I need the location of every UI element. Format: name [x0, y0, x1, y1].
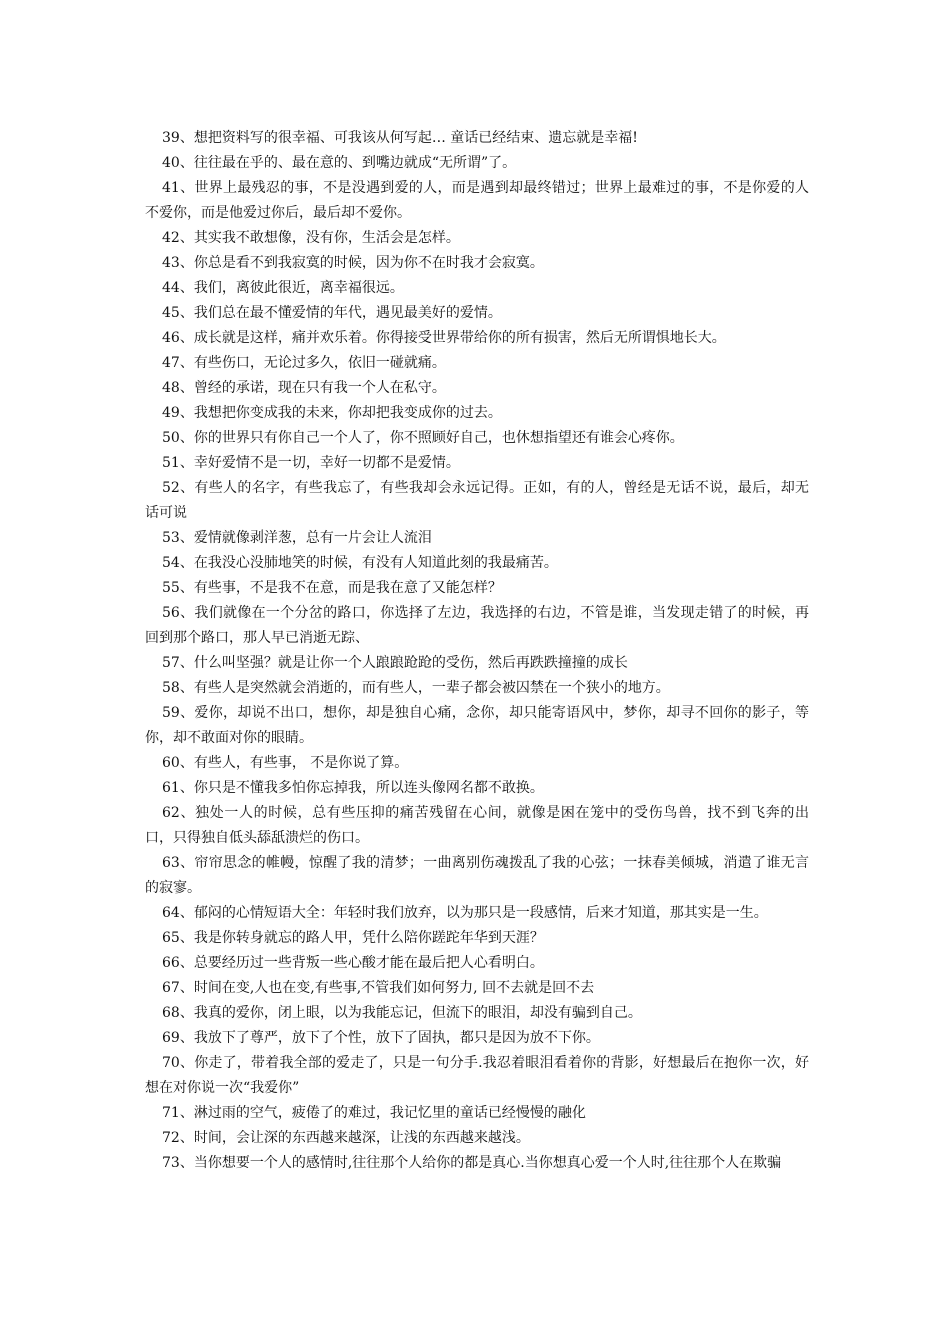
- paragraph-54: 54、在我没心没肺地笑的时候，有没有人知道此刻的我最痛苦。: [162, 555, 558, 571]
- paragraph-48: 48、曾经的承诺，现在只有我一个人在私守。: [162, 380, 446, 396]
- paragraph-71: 71、淋过雨的空气，疲倦了的难过，我记忆里的童话已经慢慢的融化: [162, 1105, 586, 1121]
- paragraph-46: 46、成长就是这样，痛并欢乐着。你得接受世界带给你的所有损害，然后无所谓惧地长大。: [162, 330, 726, 346]
- paragraph-52: 52、有些人的名字，有些我忘了，有些我却会永远记得。正如，有的人，曾经是无话不说，最后，却无话可说: [145, 480, 809, 521]
- paragraph-51: 51、幸好爱情不是一切，幸好一切都不是爱情。: [162, 455, 460, 471]
- paragraph-41: 41、世界上最残忍的事，不是没遇到爱的人，而是遇到却最终错过；世界上最难过的事，不是你爱的人不爱你，而是他爱过你后，最后却不爱你。: [145, 180, 809, 221]
- paragraph-43: 43、你总是看不到我寂寞的时候，因为你不在时我才会寂寞。: [162, 255, 544, 271]
- paragraph-45: 45、我们总在最不懂爱情的年代，遇见最美好的爱情。: [162, 305, 502, 321]
- paragraph-53: 53、爱情就像剥洋葱，总有一片会让人流泪: [162, 530, 432, 546]
- paragraph-55: 55、有些事，不是我不在意，而是我在意了又能怎样？: [162, 580, 502, 596]
- paragraph-63: 63、帘帘思念的帷幔，惊醒了我的清梦；一曲离别伤魂拨乱了我的心弦；一抹春美倾城，消遣了谁无言的寂寥。: [145, 855, 809, 896]
- paragraph-60: 60、有些人，有些事， 不是你说了算。: [162, 755, 409, 771]
- document-body: [145, 126, 809, 1176]
- paragraph-59: 59、爱你，却说不出口，想你，却是独自心痛，念你，却只能寄语风中，梦你，却寻不回你的影子，等你，却不敢面对你的眼睛。: [145, 705, 809, 746]
- paragraph-64: 64、郁闷的心情短语大全：年轻时我们放弃，以为那只是一段感情，后来才知道，那其实是一生。: [162, 905, 768, 921]
- paragraph-65: 65、我是你转身就忘的路人甲，凭什么陪你蹉跎年华到天涯？: [162, 930, 544, 946]
- paragraph-56: 56、我们就像在一个分岔的路口，你选择了左边，我选择的右边，不管是谁，当发现走错了的时候，再回到那个路口，那人早已消逝无踪、: [145, 605, 809, 646]
- paragraph-67: 67、时间在变,人也在变,有些事,不管我们如何努力, 回不去就是回不去: [162, 980, 595, 996]
- paragraph-68: 68、我真的爱你，闭上眼，以为我能忘记，但流下的眼泪，却没有骗到自己。: [162, 1005, 642, 1021]
- paragraph-66: 66、总要经历过一些背叛一些心酸才能在最后把人心看明白。: [162, 955, 544, 971]
- paragraph-40: 40、往往最在乎的、最在意的、到嘴边就成“无所谓”了。: [162, 155, 517, 171]
- paragraph-47: 47、有些伤口，无论过多久，依旧一碰就痛。: [162, 355, 446, 371]
- paragraph-50: 50、你的世界只有你自己一个人了，你不照顾好自己，也休想指望还有谁会心疼你。: [162, 430, 684, 446]
- paragraph-73: 73、当你想要一个人的感情时,往往那个人给你的都是真心.当你想真心爱一个人时,往往那个人在欺骗: [162, 1155, 782, 1171]
- paragraph-49: 49、我想把你变成我的未来，你却把我变成你的过去。: [162, 405, 502, 421]
- paragraph-57: 57、什么叫坚强？就是让你一个人踉踉跄跄的受伤，然后再跌跌撞撞的成长: [162, 655, 628, 671]
- paragraph-69: 69、我放下了尊严，放下了个性，放下了固执，都只是因为放不下你。: [162, 1030, 600, 1046]
- paragraph-61: 61、你只是不懂我多怕你忘掉我，所以连头像网名都不敢换。: [162, 780, 544, 796]
- paragraph-39: 39、想把资料写的很幸福、可我该从何写起… 童话已经结束、遗忘就是幸福!: [162, 130, 638, 146]
- paragraph-44: 44、我们，离彼此很近，离幸福很远。: [162, 280, 404, 296]
- paragraph-58: 58、有些人是突然就会消逝的，而有些人，一辈子都会被囚禁在一个狭小的地方。: [162, 680, 670, 696]
- paragraph-72: 72、时间，会让深的东西越来越深，让浅的东西越来越浅。: [162, 1130, 530, 1146]
- paragraph-70: 70、你走了，带着我全部的爱走了，只是一句分手.我忍着眼泪看着你的背影，好想最后在抱你一次，好想在对你说一次“我爱你”: [145, 1055, 809, 1096]
- paragraph-62: 62、独处一人的时候，总有些压抑的痛苦残留在心间，就像是困在笼中的受伤鸟兽，找不到飞奔的出口，只得独自低头舔舐溃烂的伤口。: [145, 805, 809, 846]
- paragraph-42: 42、其实我不敢想像，没有你，生活会是怎样。: [162, 230, 460, 246]
